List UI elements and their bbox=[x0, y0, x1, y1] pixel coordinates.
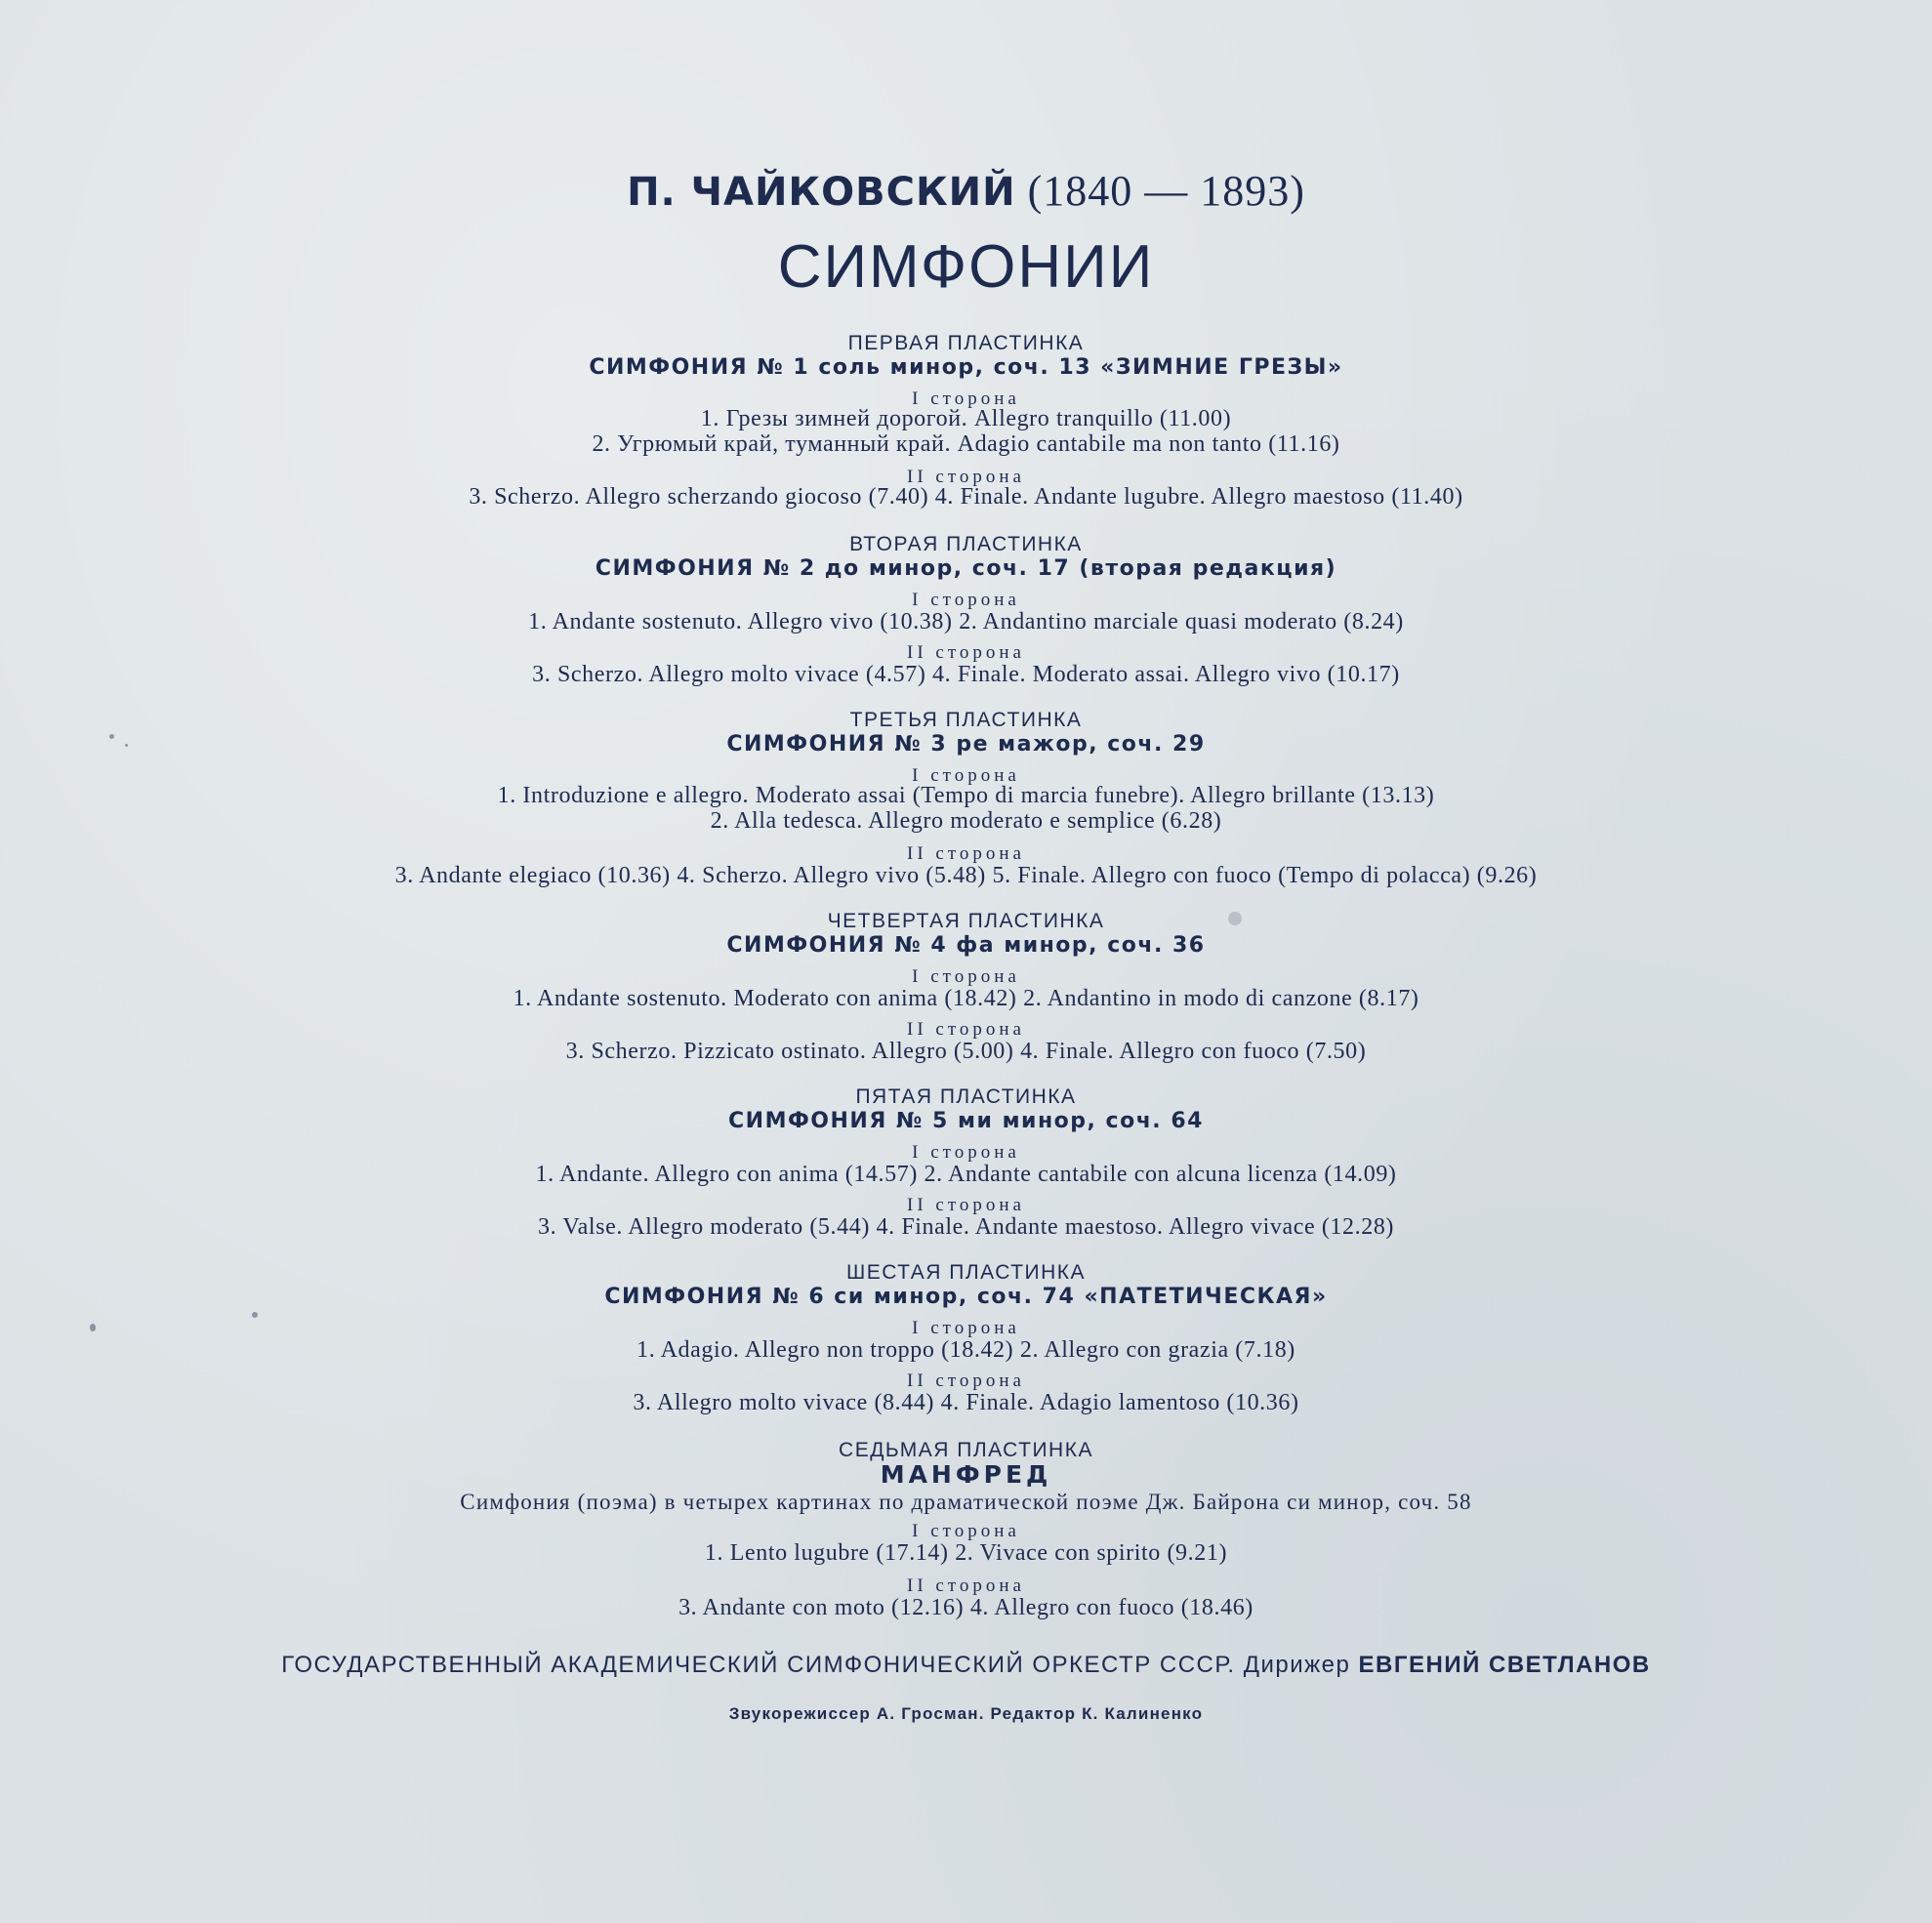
record-4-side-1-tracks: 1. Andante sostenuto. Moderato con anima (18.42) 2. Andantino in modo di canzone (8.17) bbox=[513, 986, 1419, 1011]
record-5-side-1-tracks: 1. Andante. Allegro con anima (14.57) 2. Andante cantabile con alcuna licenza (14.09) bbox=[535, 1162, 1397, 1187]
dust-speck bbox=[90, 1324, 96, 1331]
record-2-side-2-tracks: 3. Scherzo. Allegro molto vivace (4.57) 4. Finale. Moderato assai. Allegro vivo (10.17) bbox=[532, 662, 1400, 687]
record-1-label: ПЕРВАЯ ПЛАСТИНКА bbox=[847, 332, 1085, 354]
record-1-side-2-tracks: 3. Scherzo. Allegro scherzando giocoso (7.40) 4. Finale. Andante lugubre. Allegro maestoso (11.40) bbox=[469, 484, 1463, 510]
record-1-side-2-label: II сторона bbox=[907, 467, 1025, 487]
record-5-side-2-tracks: 3. Valse. Allegro moderato (5.44) 4. Finale. Andante maestoso. Allegro vivace (12.28) bbox=[537, 1214, 1395, 1240]
record-6-side-1-tracks: 1. Adagio. Allegro non troppo (18.42) 2. Allegro con grazia (7.18) bbox=[637, 1337, 1295, 1363]
record-1-side-1-track-2: 2. Угрюмый край, туманный край. Adagio cantabile ma non tanto (11.16) bbox=[592, 431, 1340, 457]
record-4-side-1-label: I сторона bbox=[912, 966, 1020, 987]
record-5-symphony: СИМФОНИЯ № 5 ми минор, соч. 64 bbox=[728, 1109, 1204, 1133]
record-7-side-2-tracks: 3. Andante con moto (12.16) 4. Allegro con fuoco (18.46) bbox=[678, 1595, 1254, 1620]
record-3-side-1-track-2: 2. Alla tedesca. Allegro moderato e semplice (6.28) bbox=[710, 808, 1222, 834]
record-2-label: ВТОРАЯ ПЛАСТИНКА bbox=[849, 533, 1083, 555]
record-3-side-1-track-1: 1. Introduzione e allegro. Moderato assai (Tempo di marcia funebre). Allegro brillante (13.13) bbox=[497, 783, 1435, 808]
record-7-side-1-tracks: 1. Lento lugubre (17.14) 2. Vivace con spirito (9.21) bbox=[704, 1540, 1228, 1566]
dust-speck bbox=[109, 734, 114, 739]
dust-speck bbox=[252, 1312, 258, 1318]
record-7-title: МАНФРЕД bbox=[880, 1460, 1052, 1489]
record-5-side-2-label: II сторона bbox=[907, 1195, 1025, 1215]
record-1-side-1-label: I сторона bbox=[912, 389, 1020, 409]
record-1-side-1-track-1: 1. Грезы зимней дорогой. Allegro tranquillo (11.00) bbox=[700, 406, 1232, 431]
record-5-side-1-label: I сторона bbox=[912, 1142, 1020, 1163]
record-5-label: ПЯТАЯ ПЛАСТИНКА bbox=[855, 1085, 1077, 1108]
dust-speck bbox=[125, 744, 128, 747]
record-3-label: ТРЕТЬЯ ПЛАСТИНКА bbox=[849, 709, 1083, 731]
record-3-symphony: СИМФОНИЯ № 3 ре мажор, соч. 29 bbox=[726, 732, 1206, 757]
record-7-side-1-label: I сторона bbox=[912, 1521, 1020, 1541]
composer-line bbox=[0, 166, 1932, 216]
record-3-side-2-tracks: 3. Andante elegiaco (10.36) 4. Scherzo. Allegro vivo (5.48) 5. Finale. Allegro con fuoco (Tempo di polacca) (9.26) bbox=[394, 863, 1538, 888]
record-6-side-2-tracks: 3. Allegro molto vivace (8.44) 4. Finale. Adagio lamentoso (10.36) bbox=[633, 1390, 1299, 1415]
production-credits: Звукорежиссер А. Гросман. Редактор К. Калиненко bbox=[728, 1704, 1204, 1723]
record-4-side-2-tracks: 3. Scherzo. Pizzicato ostinato. Allegro (5.00) 4. Finale. Allegro con fuoco (7.50) bbox=[565, 1039, 1367, 1064]
record-2-side-1-label: I сторона bbox=[912, 590, 1020, 610]
record-2-side-1-tracks: 1. Andante sostenuto. Allegro vivo (10.38) 2. Andantino marciale quasi moderato (8.24) bbox=[528, 609, 1404, 634]
record-6-side-2-label: II сторона bbox=[907, 1371, 1025, 1391]
record-4-side-2-label: II сторона bbox=[907, 1019, 1025, 1040]
record-4-symphony: СИМФОНИЯ № 4 фа минор, соч. 36 bbox=[726, 933, 1206, 958]
dust-speck bbox=[1228, 912, 1242, 925]
orchestra-line bbox=[0, 1652, 1932, 1679]
album-title: СИМФОНИИ bbox=[777, 233, 1155, 301]
record-6-label: ШЕСТАЯ ПЛАСТИНКА bbox=[845, 1261, 1087, 1284]
record-7-description: Симфония (поэма) в четырех картинах по драматической поэме Дж. Байрона си минор, соч. 58 bbox=[460, 1490, 1472, 1514]
record-2-side-2-label: II сторона bbox=[907, 642, 1025, 663]
record-3-side-2-label: II сторона bbox=[907, 843, 1025, 864]
record-6-symphony: СИМФОНИЯ № 6 си минор, соч. 74 «ПАТЕТИЧЕСКАЯ» bbox=[604, 1285, 1328, 1309]
record-2-symphony: СИМФОНИЯ № 2 до минор, соч. 17 (вторая редакция) bbox=[595, 556, 1337, 581]
record-7-label: СЕДЬМАЯ ПЛАСТИНКА bbox=[839, 1439, 1093, 1461]
record-6-side-1-label: I сторона bbox=[912, 1318, 1020, 1338]
record-1-symphony: СИМФОНИЯ № 1 соль минор, соч. 13 «ЗИМНИЕ ГРЕЗЫ» bbox=[589, 355, 1343, 380]
composer-years: (1840 — 1893) bbox=[1027, 167, 1305, 215]
record-7-side-2-label: II сторона bbox=[907, 1575, 1025, 1596]
record-4-label: ЧЕТВЕРТАЯ ПЛАСТИНКА bbox=[827, 910, 1105, 932]
conductor-name: ЕВГЕНИЙ СВЕТЛАНОВ bbox=[1358, 1652, 1651, 1678]
record-3-side-1-label: I сторона bbox=[912, 765, 1020, 786]
orchestra-name: ГОСУДАРСТВЕННЫЙ АКАДЕМИЧЕСКИЙ СИМФОНИЧЕСКИЙ ОРКЕСТР СССР. Дирижер bbox=[281, 1652, 1351, 1678]
composer-name: П. ЧАЙКОВСКИЙ bbox=[627, 170, 1016, 215]
